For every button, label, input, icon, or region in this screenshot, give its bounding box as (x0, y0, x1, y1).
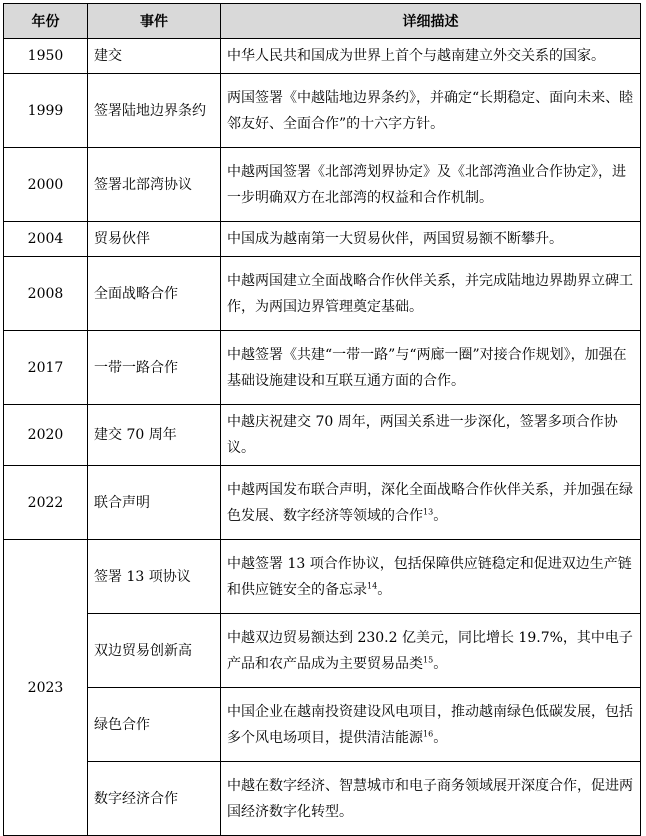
row-event: 联合声明 (88, 466, 221, 540)
table-row (4, 688, 641, 762)
row-desc-text: 中越在数字经济、智慧城市和电子商务领域展开深度合作，促进两国经济数字化转型。 (227, 777, 633, 820)
row-year: 2000 (4, 148, 88, 222)
footnote-ref: 15 (423, 654, 434, 664)
desc-end-period: 。 (433, 655, 448, 672)
row-event: 一带一路合作 (88, 331, 221, 405)
row-year: 1950 (4, 39, 88, 74)
header-row (4, 4, 641, 39)
row-event: 绿色合作 (88, 688, 221, 762)
row-desc-text: 中国成为越南第一大贸易伙伴，两国贸易额不断攀升。 (227, 231, 563, 247)
row-desc (221, 762, 641, 836)
row-event: 签署陆地边界条约 (88, 74, 221, 148)
table-row (4, 614, 641, 688)
table-row (4, 222, 641, 257)
footnote-ref: 13 (423, 506, 434, 516)
row-desc-text: 中华人民共和国成为世界上首个与越南建立外交关系的国家。 (227, 48, 605, 64)
desc-end-period: 。 (433, 729, 448, 746)
table-row (4, 74, 641, 148)
china-vietnam-relations-table (3, 3, 641, 836)
row-event: 全面战略合作 (88, 257, 221, 331)
table-body (4, 39, 641, 836)
header-desc: 详细描述 (221, 4, 641, 39)
row-desc (221, 148, 641, 222)
row-event: 建交 (88, 39, 221, 74)
row-desc (221, 331, 641, 405)
row-desc (221, 405, 641, 466)
header-year: 年份 (4, 4, 88, 39)
row-desc (221, 74, 641, 148)
row-desc (221, 257, 641, 331)
table-row (4, 540, 641, 614)
table-row (4, 405, 641, 466)
row-year: 2020 (4, 405, 88, 466)
row-desc-text: 中越签署 13 项合作协议，包括保障供应链稳定和促进双边生产链和供应链安全的备忘录 (227, 555, 632, 598)
row-event: 签署北部湾协议 (88, 148, 221, 222)
row-desc-text: 中越庆祝建交 70 周年，两国关系进一步深化，签署多项合作协议。 (227, 414, 618, 456)
table-row (4, 148, 641, 222)
row-desc (221, 540, 641, 614)
row-desc-text: 中越两国签署《北部湾划界协定》及《北部湾渔业合作协定》，进一步明确双方在北部湾的权益和合作机制。 (227, 163, 626, 206)
table-row (4, 257, 641, 331)
desc-end-period: 。 (433, 507, 448, 524)
row-desc (221, 222, 641, 257)
row-year: 2004 (4, 222, 88, 257)
table-header (4, 4, 641, 39)
row-desc-text: 两国签署《中越陆地边界条约》，并确定“长期稳定、面向未来、睦邻友好、全面合作”的十六字方针。 (227, 89, 634, 132)
footnote-ref: 14 (367, 580, 378, 590)
row-year: 2022 (4, 466, 88, 540)
desc-end-period: 。 (377, 581, 392, 598)
row-event: 贸易伙伴 (88, 222, 221, 257)
row-year: 1999 (4, 74, 88, 148)
row-desc-text: 中国企业在越南投资建设风电项目，推动越南绿色低碳发展，包括多个风电场项目，提供清洁能源 (227, 703, 633, 746)
row-desc-text: 中越两国建立全面战略合作伙伴关系，并完成陆地边界勘界立碑工作，为两国边界管理奠定基础。 (227, 272, 633, 315)
row-desc (221, 614, 641, 688)
row-year: 2023 (4, 540, 88, 836)
row-event: 数字经济合作 (88, 762, 221, 836)
row-year: 2008 (4, 257, 88, 331)
table-row (4, 466, 641, 540)
row-desc-text: 中越签署《共建“一带一路”与“两廊一圈”对接合作规划》，加强在基础设施建设和互联互通方面的合作。 (227, 346, 627, 389)
row-desc (221, 466, 641, 540)
row-desc (221, 39, 641, 74)
footnote-ref: 16 (423, 728, 434, 738)
table-row (4, 762, 641, 836)
table-row (4, 39, 641, 74)
table-row (4, 331, 641, 405)
row-year: 2017 (4, 331, 88, 405)
row-event: 签署 13 项协议 (88, 540, 221, 614)
row-desc-text: 中越双边贸易额达到 230.2 亿美元，同比增长 19.7%，其中电子产品和农产品成为主要贸易品类 (227, 629, 633, 672)
row-event: 建交 70 周年 (88, 405, 221, 466)
row-desc-text: 中越两国发布联合声明，深化全面战略合作伙伴关系，并加强在绿色发展、数字经济等领域的合作 (227, 481, 633, 524)
header-event: 事件 (88, 4, 221, 39)
row-desc (221, 688, 641, 762)
row-event: 双边贸易创新高 (88, 614, 221, 688)
